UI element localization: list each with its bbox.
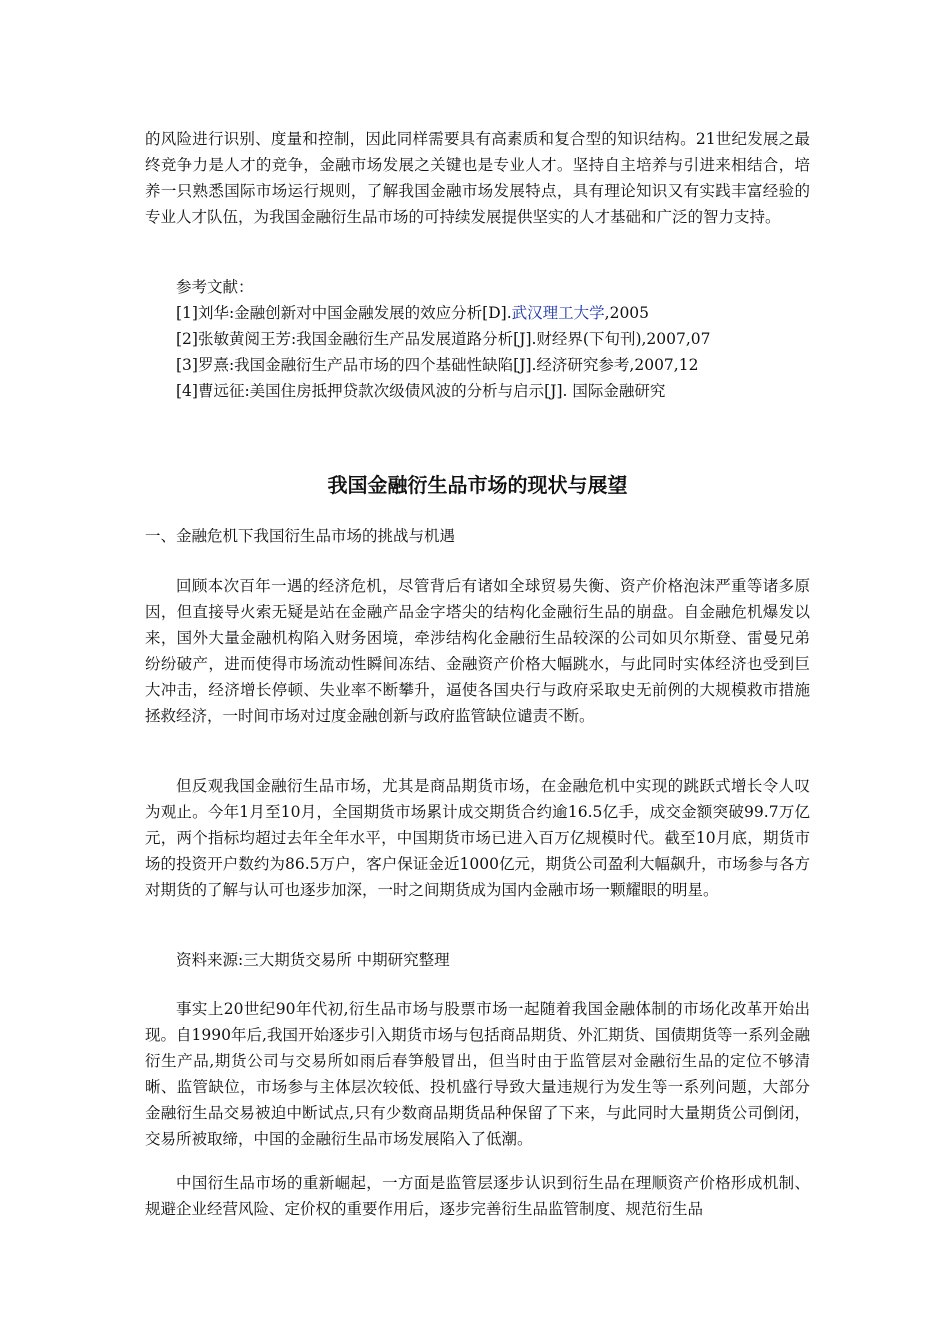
reference-item: [2]张敏黄阅王芳:我国金融衍生产品发展道路分析[J].财经界(下旬刊),2007,07: [176, 330, 711, 348]
reference-link[interactable]: 武汉理工大学: [511, 304, 605, 322]
source-note: 资料来源:三大期货交易所 中期研究整理: [176, 951, 450, 969]
article-title: 我国金融衍生品市场的现状与展望: [327, 473, 628, 497]
body-paragraph: 回顾本次百年一遇的经济危机，尽管背后有诸如全球贸易失衡、资产价格泡沫严重等诸多原因，但直接导火索无疑是站在金融产品金字塔尖的结构化金融衍生品的崩盘。自金融危机爆发以来，国外大量金融机构陷入财务困境，牵涉结构化金融衍生品较深的公司如贝尔斯登、雷曼兄弟纷纷破产，进而使得市场流动性瞬间冻结、金融资产价格大幅跳水，与此同时实体经济也受到巨大冲击，经济增长停顿、失业率不断攀升，逼使各国央行与政府采取史无前例的大规模救市措施拯救经济，一时间市场对过度金融创新与政府监管缺位谴责不断。: [145, 577, 810, 725]
reference-item: [3]罗熹:我国金融衍生产品市场的四个基础性缺陷[J].经济研究参考,2007,12: [176, 356, 699, 374]
body-paragraph: 但反观我国金融衍生品市场，尤其是商品期货市场，在金融危机中实现的跳跃式增长令人叹为观止。今年1月至10月，全国期货市场累计成交期货合约逾16.5亿手，成交金额突破99.7万亿元，两个指标均超过去年全年水平，中国期货市场已进入百万亿规模时代。截至10月底，期货市场的投资开户数约为86.5万户，客户保证金近1000亿元，期货公司盈利大幅飙升，市场参与各方对期货的了解与认可也逐步加深，一时之间期货成为国内金融市场一颗耀眼的明星。: [145, 777, 810, 899]
references: [176, 274, 816, 404]
references-heading: 参考文献：: [176, 278, 254, 296]
body-paragraph: 事实上20世纪90年代初,衍生品市场与股票市场一起随着我国金融体制的市场化改革开始出现。自1990年后,我国开始逐步引入期货市场与包括商品期货、外汇期货、国债期货等一系列金融衍生产品,期货公司与交易所如雨后春笋般冒出，但当时由于监管层对金融衍生品的定位不够清晰、监管缺位，市场参与主体层次较低、投机盛行导致大量违规行为发生等一系列问题，大部分金融衍生品交易被迫中断试点,只有少数商品期货品种保留了下来，与此同时大量期货公司倒闭，交易所被取缔，中国的金融衍生品市场发展陷入了低潮。: [145, 1000, 810, 1148]
section-heading: 一、金融危机下我国衍生品市场的挑战与机遇: [145, 527, 456, 545]
reference-item: [4]曹远征:美国住房抵押贷款次级债风波的分析与启示[J]. 国际金融研究: [176, 382, 666, 400]
body-paragraph: 中国衍生品市场的重新崛起，一方面是监管层逐步认识到衍生品在理顺资产价格形成机制、规避企业经营风险、定价权的重要作用后，逐步完善衍生品监管制度、规范衍生品: [145, 1174, 810, 1218]
continuation-paragraph: 的风险进行识别、度量和控制，因此同样需要具有高素质和复合型的知识结构。21世纪发展之最终竞争力是人才的竞争，金融市场发展之关键也是专业人才。坚持自主培养与引进来相结合，培养一只熟悉国际市场运行规则，了解我国金融市场发展特点，具有理论知识又有实践丰富经验的专业人才队伍，为我国金融衍生品市场的可持续发展提供坚实的人才基础和广泛的智力支持。: [145, 130, 810, 226]
reference-item: [1]刘华:金融创新对中国金融发展的效应分析[D].武汉理工大学,2005: [176, 304, 650, 322]
